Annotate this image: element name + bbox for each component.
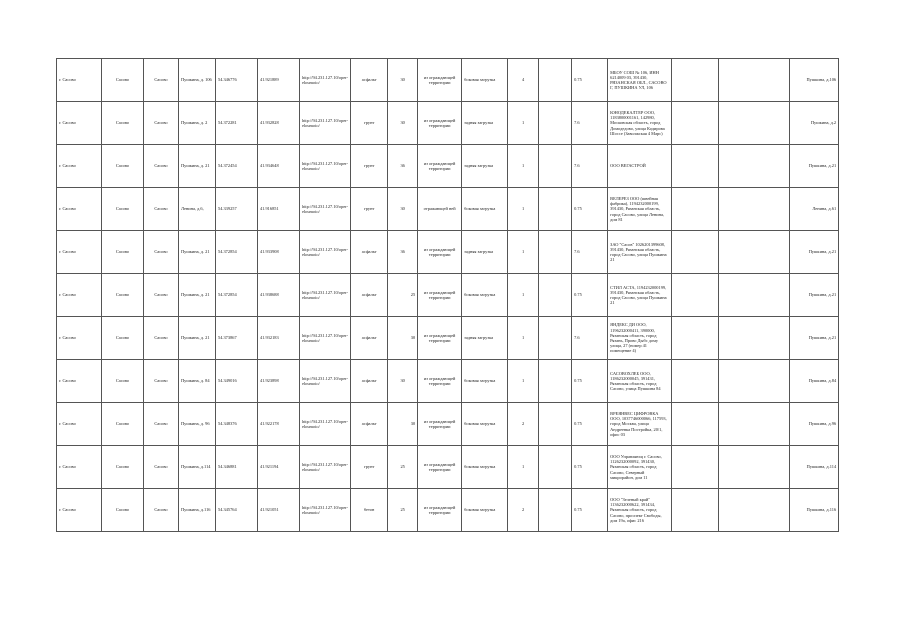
cell-volume: 7.6 bbox=[572, 317, 608, 360]
cell-surface: бетон bbox=[351, 489, 388, 532]
cell-surface: асфальт bbox=[351, 317, 388, 360]
cell-locality: г. Сасово bbox=[57, 489, 102, 532]
table-row bbox=[57, 489, 839, 532]
cell-source: Пушкина, д.106 bbox=[790, 59, 839, 102]
cell-street-address: Пушкина, д. 84 bbox=[179, 360, 216, 403]
cell-blank-3 bbox=[719, 360, 790, 403]
cell-surface: асфальт bbox=[351, 59, 388, 102]
cell-settlement: Сасово bbox=[144, 274, 179, 317]
cell-area: 36 bbox=[388, 231, 418, 274]
table-row bbox=[57, 403, 839, 446]
cell-longitude: 41.921051 bbox=[258, 489, 300, 532]
cell-longitude: 41.932183 bbox=[258, 317, 300, 360]
cell-container-count: 1 bbox=[508, 360, 539, 403]
cell-settlement: Сасово bbox=[144, 403, 179, 446]
cell-map-link: http://94.231.127.10/oper-eloumoio/ bbox=[300, 446, 351, 489]
cell-latitude: 54.372454 bbox=[216, 145, 258, 188]
cell-blank-2 bbox=[672, 188, 719, 231]
cell-blank-1 bbox=[539, 102, 572, 145]
cell-container-count: 1 bbox=[508, 102, 539, 145]
cell-latitude: 54.373867 bbox=[216, 317, 258, 360]
cell-longitude: 41.923898 bbox=[258, 360, 300, 403]
cell-map-link: http://94.231.127.10/oper-eloumoio/ bbox=[300, 102, 351, 145]
cell-street-address: Пушкина, д. 2 bbox=[179, 102, 216, 145]
cell-container-count: 2 bbox=[508, 489, 539, 532]
cell-municipality: Сасово bbox=[102, 145, 144, 188]
cell-longitude: 41.938688 bbox=[258, 274, 300, 317]
cell-latitude: 54.348376 bbox=[216, 403, 258, 446]
cell-volume: 0.75 bbox=[572, 489, 608, 532]
cell-longitude: 41.921194 bbox=[258, 446, 300, 489]
cell-volume: 0.75 bbox=[572, 274, 608, 317]
cell-container-count: 1 bbox=[508, 145, 539, 188]
cell-volume: 0.75 bbox=[572, 188, 608, 231]
cell-blank-1 bbox=[539, 489, 572, 532]
cell-blank-3 bbox=[719, 317, 790, 360]
cell-owner: ЗАО "Сасов" 1026201399608, 391430, Рязанская область, город Сасово, улица Пушкина 21 bbox=[608, 231, 672, 274]
cell-blank-3 bbox=[719, 489, 790, 532]
cell-blank-2 bbox=[672, 489, 719, 532]
cell-fencing: из ограждающей территории bbox=[418, 59, 462, 102]
cell-map-link: http://94.231.127.10/oper-eloumoio/ bbox=[300, 317, 351, 360]
registry-table bbox=[56, 58, 839, 532]
cell-fencing: из ограждающей территории bbox=[418, 403, 462, 446]
cell-street-address: Пушкина, д.114 bbox=[179, 446, 216, 489]
cell-surface: грунт bbox=[351, 188, 388, 231]
cell-settlement: Сасово bbox=[144, 145, 179, 188]
cell-loading-type: задняя загрузка bbox=[462, 317, 508, 360]
cell-area: 30 bbox=[388, 102, 418, 145]
cell-blank-2 bbox=[672, 102, 719, 145]
cell-map-link: http://94.231.127.10/oper-eloumoio/ bbox=[300, 274, 351, 317]
cell-municipality: Сасово bbox=[102, 403, 144, 446]
cell-volume: 0.75 bbox=[572, 360, 608, 403]
cell-locality: г. Сасово bbox=[57, 102, 102, 145]
cell-latitude: 54.372281 bbox=[216, 102, 258, 145]
cell-longitude: 41.922178 bbox=[258, 403, 300, 446]
cell-blank-3 bbox=[719, 403, 790, 446]
cell-surface: асфальт bbox=[351, 403, 388, 446]
cell-street-address: Пушкина, д.116 bbox=[179, 489, 216, 532]
cell-map-link: http://94.231.127.10/oper-eloumoio/ bbox=[300, 231, 351, 274]
cell-settlement: Сасово bbox=[144, 231, 179, 274]
cell-street-address: Пушкина, д. 21 bbox=[179, 274, 216, 317]
cell-container-count: 1 bbox=[508, 317, 539, 360]
cell-map-link: http://94.231.127.10/oper-eloumoio/ bbox=[300, 59, 351, 102]
table-row bbox=[57, 360, 839, 403]
cell-settlement: Сасово bbox=[144, 489, 179, 532]
cell-municipality: Сасово bbox=[102, 59, 144, 102]
cell-surface: асфальт bbox=[351, 231, 388, 274]
cell-source: Пушкина, д.2 bbox=[790, 102, 839, 145]
cell-latitude: 54.345764 bbox=[216, 489, 258, 532]
cell-street-address: Пушкина, д. 21 bbox=[179, 231, 216, 274]
cell-surface: асфальт bbox=[351, 274, 388, 317]
cell-loading-type: боковая загрузка bbox=[462, 188, 508, 231]
cell-container-count: 1 bbox=[508, 446, 539, 489]
cell-latitude: 54.346776 bbox=[216, 59, 258, 102]
cell-owner: ООО Управляющ г. Сасово, 1126232000092, 391430, Рязанская область, город Сасово, Северный микрорайон, дом 11 bbox=[608, 446, 672, 489]
cell-blank-3 bbox=[719, 188, 790, 231]
cell-locality: г. Сасово bbox=[57, 145, 102, 188]
cell-surface: грунт bbox=[351, 102, 388, 145]
cell-map-link: http://94.231.127.10/oper-eloumoio/ bbox=[300, 489, 351, 532]
cell-blank-1 bbox=[539, 274, 572, 317]
cell-blank-2 bbox=[672, 360, 719, 403]
cell-latitude: 54.339257 bbox=[216, 188, 258, 231]
cell-municipality: Сасово bbox=[102, 317, 144, 360]
cell-latitude: 54.372854 bbox=[216, 231, 258, 274]
cell-loading-type: боковая загрузка bbox=[462, 59, 508, 102]
cell-blank-2 bbox=[672, 403, 719, 446]
cell-settlement: Сасово bbox=[144, 59, 179, 102]
cell-latitude: 54.349016 bbox=[216, 360, 258, 403]
table-row bbox=[57, 231, 839, 274]
cell-container-count: 2 bbox=[508, 403, 539, 446]
cell-source: Пушкина, д.21 bbox=[790, 231, 839, 274]
cell-street-address: Пушкина, д. 106 bbox=[179, 59, 216, 102]
cell-area: 25 bbox=[388, 489, 418, 532]
table-row bbox=[57, 274, 839, 317]
cell-municipality: Сасово bbox=[102, 446, 144, 489]
cell-settlement: Сасово bbox=[144, 188, 179, 231]
cell-blank-3 bbox=[719, 274, 790, 317]
cell-container-count: 1 bbox=[508, 231, 539, 274]
cell-blank-1 bbox=[539, 231, 572, 274]
cell-area: 30 bbox=[388, 403, 418, 446]
cell-loading-type: боковая загрузка bbox=[462, 360, 508, 403]
cell-fencing: из ограждающей территории bbox=[418, 102, 462, 145]
cell-area: 30 bbox=[388, 317, 418, 360]
cell-blank-1 bbox=[539, 317, 572, 360]
cell-locality: г. Сасово bbox=[57, 274, 102, 317]
cell-longitude: 41.921889 bbox=[258, 59, 300, 102]
cell-source: Пушкина, д.116 bbox=[790, 489, 839, 532]
cell-container-count: 4 bbox=[508, 59, 539, 102]
cell-street-address: Пушкина, д. 21 bbox=[179, 145, 216, 188]
cell-street-address: Ленина, д.6, bbox=[179, 188, 216, 231]
cell-owner: ВРЕЯНВЕС ЦИФРОВКА ООО, 1037746000066, 117593, город Москва, улица Андреевка Постройка, 20/1, офис 03 bbox=[608, 403, 672, 446]
cell-surface: грунт bbox=[351, 446, 388, 489]
cell-municipality: Сасово bbox=[102, 188, 144, 231]
cell-locality: г. Сасово bbox=[57, 188, 102, 231]
cell-blank-1 bbox=[539, 446, 572, 489]
table-row bbox=[57, 59, 839, 102]
cell-locality: г. Сасово bbox=[57, 403, 102, 446]
cell-settlement: Сасово bbox=[144, 446, 179, 489]
cell-latitude: 54.372854 bbox=[216, 274, 258, 317]
cell-locality: г. Сасово bbox=[57, 317, 102, 360]
cell-owner: ВЕЛЕРЕЗ ООО (швейная фабрика), 1194232000199, 391430, Рязанская область, город Сасово, улица Ленина, дом 81 bbox=[608, 188, 672, 231]
cell-owner: ЮНОДЕКАЛТЕР ООО, 1183800001161, 142980, Московская область, город Домодедово, улица Кодирова Шоссе (Заволжская 4 Марс) bbox=[608, 102, 672, 145]
table-row bbox=[57, 446, 839, 489]
cell-owner: ООО ВЕГАСТРОЙ bbox=[608, 145, 672, 188]
cell-fencing: отражающей ней bbox=[418, 188, 462, 231]
cell-area: 25 bbox=[388, 446, 418, 489]
cell-fencing: из ограждающей территории bbox=[418, 317, 462, 360]
cell-blank-1 bbox=[539, 145, 572, 188]
cell-blank-3 bbox=[719, 102, 790, 145]
cell-volume: 7.6 bbox=[572, 102, 608, 145]
cell-fencing: из ограждающей территории bbox=[418, 274, 462, 317]
cell-municipality: Сасово bbox=[102, 360, 144, 403]
cell-owner: САСОВОХЛЕБ ООО, 1186232000045, 391431, Рязанская область, город Сасово, улица Пушкина 84 bbox=[608, 360, 672, 403]
cell-street-address: Пушкина, д. 21 bbox=[179, 317, 216, 360]
cell-volume: 7.6 bbox=[572, 145, 608, 188]
cell-locality: г. Сасово bbox=[57, 59, 102, 102]
table-row bbox=[57, 317, 839, 360]
table-row bbox=[57, 145, 839, 188]
cell-fencing: из ограждающей территории bbox=[418, 231, 462, 274]
cell-volume: 0.75 bbox=[572, 59, 608, 102]
cell-map-link: http://94.231.127.10/oper-eloumoio/ bbox=[300, 188, 351, 231]
cell-blank-3 bbox=[719, 59, 790, 102]
cell-fencing: из ограждающей территории bbox=[418, 145, 462, 188]
cell-source: Пушкина, д.21 bbox=[790, 274, 839, 317]
cell-area: 25 bbox=[388, 274, 418, 317]
cell-loading-type: задняя загрузка bbox=[462, 145, 508, 188]
cell-fencing: из ограждающей территории bbox=[418, 489, 462, 532]
cell-source: Пушкина, д.21 bbox=[790, 317, 839, 360]
cell-settlement: Сасово bbox=[144, 102, 179, 145]
cell-municipality: Сасово bbox=[102, 274, 144, 317]
cell-loading-type: задняя загрузка bbox=[462, 231, 508, 274]
cell-locality: г. Сасово bbox=[57, 360, 102, 403]
cell-volume: 7.6 bbox=[572, 231, 608, 274]
cell-container-count: 1 bbox=[508, 274, 539, 317]
cell-area: 30 bbox=[388, 360, 418, 403]
cell-owner: ЯНДЕКС ДИ ООО, 1196232000411, 390000, Рязанская область, город Рязань, Прово Дыбс дому улица, 27 (номер 41 помещение 4) bbox=[608, 317, 672, 360]
cell-blank-3 bbox=[719, 446, 790, 489]
cell-blank-2 bbox=[672, 446, 719, 489]
cell-loading-type: боковая загрузка bbox=[462, 489, 508, 532]
cell-map-link: http://94.231.127.10/oper-eloumoio/ bbox=[300, 403, 351, 446]
cell-blank-2 bbox=[672, 145, 719, 188]
cell-source: Ленина, д.61 bbox=[790, 188, 839, 231]
cell-source: Пушкина, д.21 bbox=[790, 145, 839, 188]
cell-area: 30 bbox=[388, 59, 418, 102]
cell-blank-2 bbox=[672, 59, 719, 102]
cell-map-link: http://94.231.127.10/oper-eloumoio/ bbox=[300, 360, 351, 403]
cell-owner: СТИЛ АСТА, 1194232000199, 391430, Рязанская область, город Сасово, улица Пушкина 21 bbox=[608, 274, 672, 317]
cell-blank-1 bbox=[539, 403, 572, 446]
cell-source: Пушкина, д.96 bbox=[790, 403, 839, 446]
cell-source: Пушкина, д.114 bbox=[790, 446, 839, 489]
cell-container-count: 1 bbox=[508, 188, 539, 231]
cell-longitude: 41.934648 bbox=[258, 145, 300, 188]
cell-settlement: Сасово bbox=[144, 360, 179, 403]
cell-area: 36 bbox=[388, 145, 418, 188]
cell-owner: МБОУ СОШ № 106, ИНН 6214009 03, 391430, РЯЗАНСКАЯ ОБЛ., САСОВО Г, ПУШКИНА УЛ, 106 bbox=[608, 59, 672, 102]
cell-municipality: Сасово bbox=[102, 231, 144, 274]
cell-owner: ООО "Зеленый край" 1136232000622, 391434, Рязанская область, город Сасово, проспект Свободы, дом 19а, офис 216 bbox=[608, 489, 672, 532]
cell-longitude: 41.916851 bbox=[258, 188, 300, 231]
cell-locality: г. Сасово bbox=[57, 446, 102, 489]
cell-longitude: 41.933908 bbox=[258, 231, 300, 274]
cell-loading-type: задняя загрузка bbox=[462, 102, 508, 145]
cell-surface: грунт bbox=[351, 145, 388, 188]
cell-blank-3 bbox=[719, 145, 790, 188]
cell-area: 30 bbox=[388, 188, 418, 231]
cell-source: Пушкина, д.84 bbox=[790, 360, 839, 403]
cell-volume: 0.75 bbox=[572, 446, 608, 489]
table-row bbox=[57, 102, 839, 145]
cell-municipality: Сасово bbox=[102, 102, 144, 145]
cell-volume: 0.75 bbox=[572, 403, 608, 446]
cell-loading-type: боковая загрузка bbox=[462, 403, 508, 446]
cell-longitude: 41.932828 bbox=[258, 102, 300, 145]
cell-settlement: Сасово bbox=[144, 317, 179, 360]
cell-loading-type: боковая загрузка bbox=[462, 274, 508, 317]
cell-map-link: http://94.231.127.10/oper-eloumoio/ bbox=[300, 145, 351, 188]
cell-loading-type: боковая загрузка bbox=[462, 446, 508, 489]
cell-blank-3 bbox=[719, 231, 790, 274]
cell-street-address: Пушкина, д. 96 bbox=[179, 403, 216, 446]
cell-municipality: Сасово bbox=[102, 489, 144, 532]
cell-locality: г. Сасово bbox=[57, 231, 102, 274]
cell-blank-1 bbox=[539, 59, 572, 102]
cell-blank-2 bbox=[672, 274, 719, 317]
cell-latitude: 54.346881 bbox=[216, 446, 258, 489]
cell-blank-2 bbox=[672, 317, 719, 360]
table-row bbox=[57, 188, 839, 231]
cell-fencing: из ограждающей территории bbox=[418, 446, 462, 489]
cell-blank-1 bbox=[539, 360, 572, 403]
cell-blank-1 bbox=[539, 188, 572, 231]
cell-blank-2 bbox=[672, 231, 719, 274]
cell-fencing: из ограждающей территории bbox=[418, 360, 462, 403]
cell-surface: асфальт bbox=[351, 360, 388, 403]
